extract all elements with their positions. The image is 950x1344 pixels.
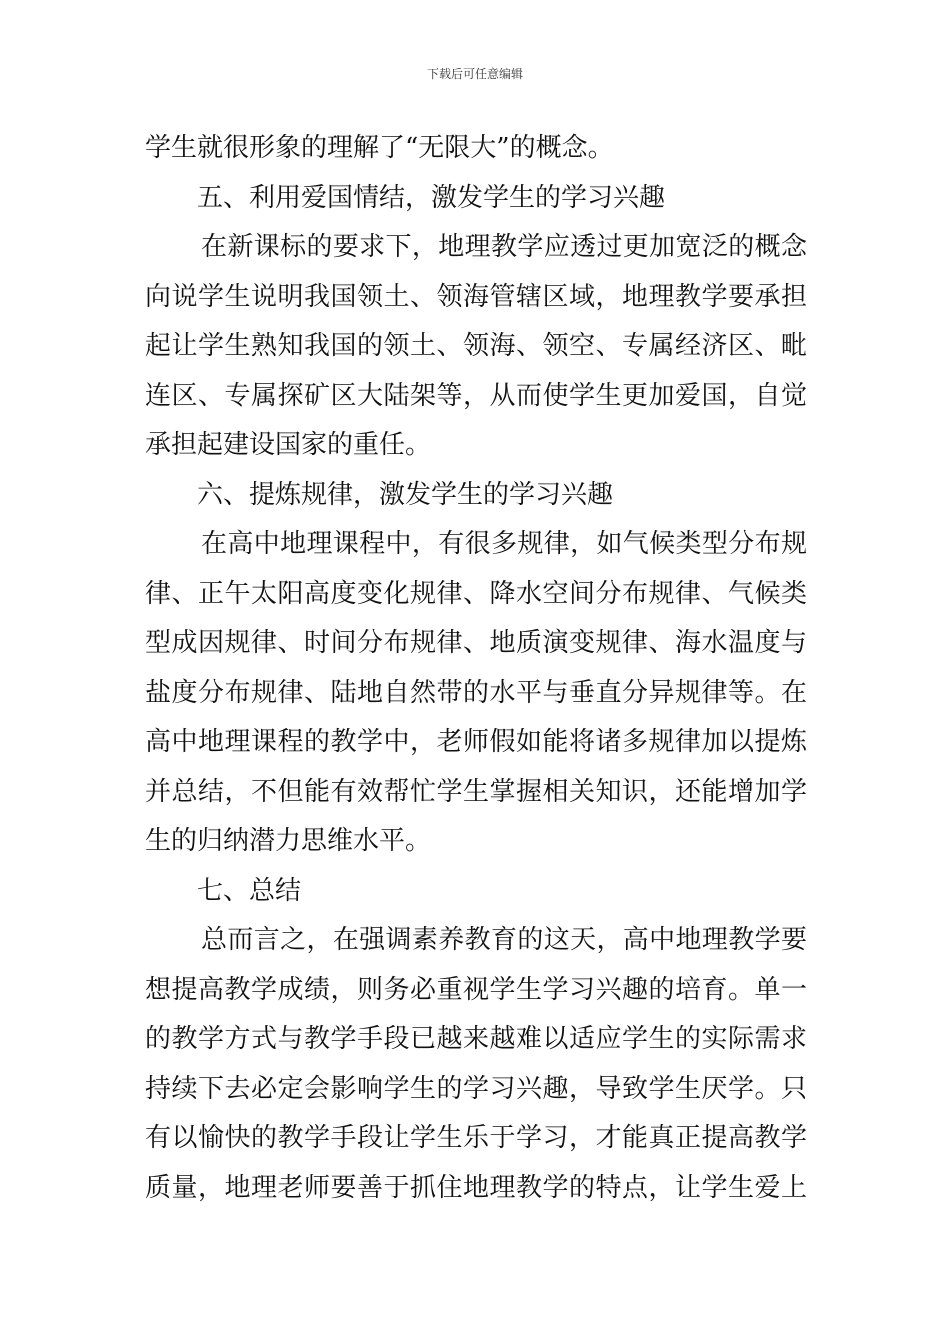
text-line: 生的归纳潜力思维水平。 [145,826,432,856]
text-line: 想提高教学成绩，则务必重视学生学习兴趣的培育。单一 [145,974,807,1005]
text-line: 持续下去必定会影响学生的学习兴趣，导致学生厌学。只 [145,1073,807,1104]
text-line: 的教学方式与教学手段已越来越难以适应学生的实际需求 [145,1024,807,1054]
text-line: 并总结，不但能有效帮忙学生掌握相关知识，还能增加学 [145,776,807,807]
section-heading: 七、总结 [197,875,302,906]
page-header: 下载后可任意编辑 [426,67,523,81]
text-line: 高中地理课程的教学中，老师假如能将诸多规律加以提炼 [145,727,807,757]
text-line: 型成因规律、时间分布规律、地质演变规律、海水温度与 [145,628,807,658]
section-heading: 五、利用爱国情结，激发学生的学习兴趣 [197,182,666,213]
text-line: 质量，地理老师要善于抓住地理教学的特点，让学生爱上 [145,1172,807,1203]
text-line: 承担起建设国家的重任。 [145,430,432,460]
text-line: 有以愉快的教学手段让学生乐于学习，才能真正提高教学 [145,1123,807,1153]
text-line: 向说学生说明我国领土、领海管辖区域，地理教学要承担 [145,281,807,312]
text-line: 律、正午太阳高度变化规律、降水空间分布规律、气候类 [145,578,807,609]
text-line: 总而言之，在强调素养教育的这天，高中地理教学要 [201,925,807,955]
section-heading: 六、提炼规律，激发学生的学习兴趣 [197,479,614,510]
text-line: 学生就很形象的理解了“无限大”的概念。 [145,133,614,163]
text-line: 连区、专属探矿区大陆架等，从而使学生更加爱国，自觉 [145,380,807,411]
text-line: 起让学生熟知我国的领土、领海、领空、专属经济区、毗 [145,331,807,361]
text-line: 盐度分布规律、陆地自然带的水平与垂直分异规律等。在 [145,677,807,708]
body-text [145,124,807,1213]
text-line: 在高中地理课程中，有很多规律，如气候类型分布规 [201,529,807,559]
text-line: 在新课标的要求下，地理教学应透过更加宽泛的概念 [201,232,807,262]
